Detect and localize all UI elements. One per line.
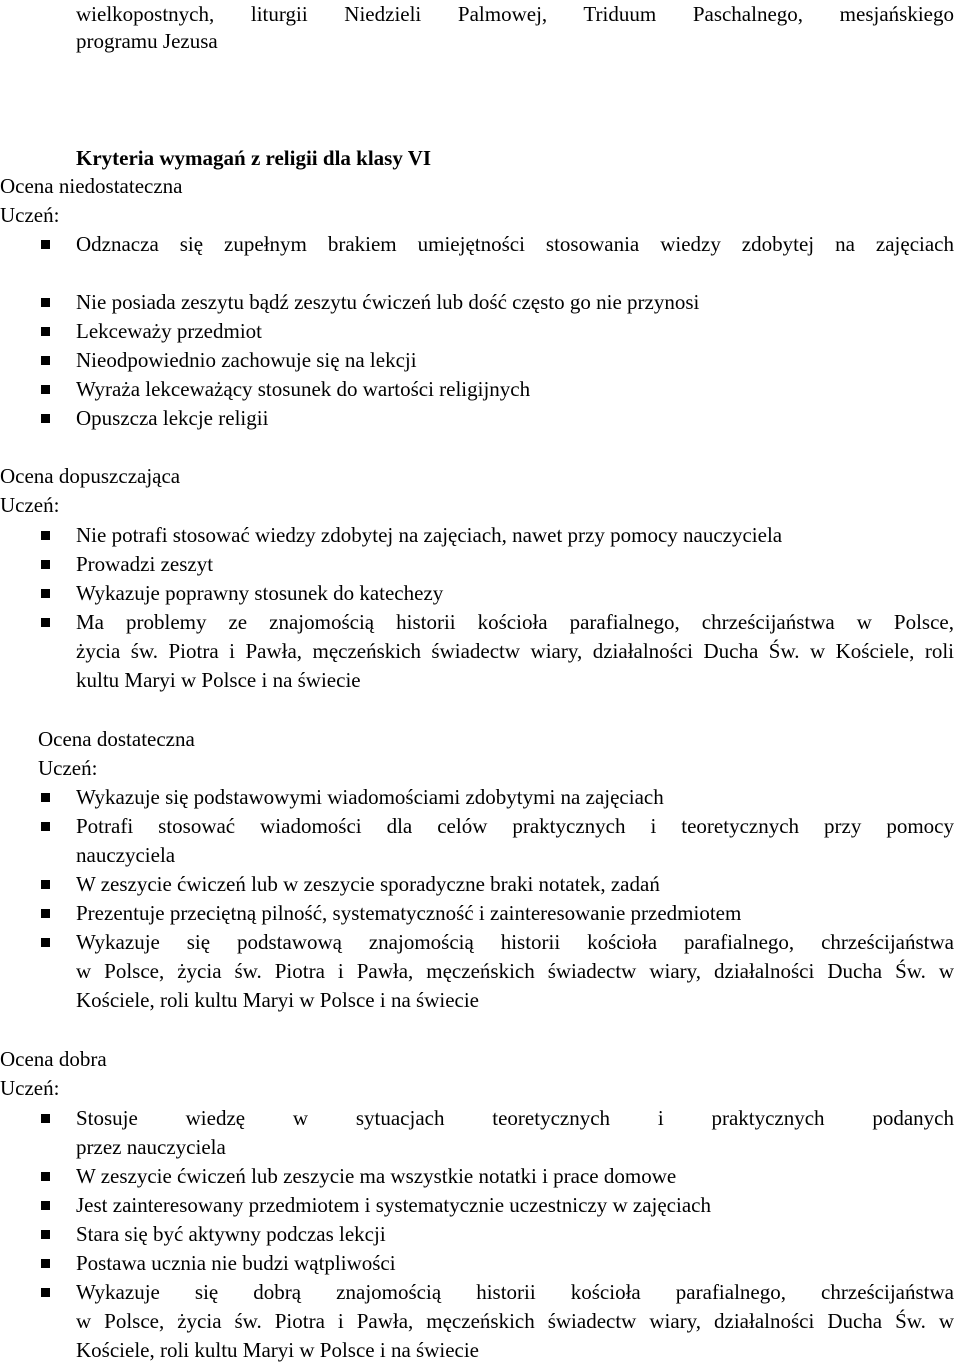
student-lead: Uczeń: bbox=[0, 1076, 60, 1100]
grade-heading: Ocena dopuszczająca bbox=[0, 464, 181, 488]
grade-heading: Ocena niedostateczna bbox=[0, 174, 183, 198]
intro-line: wielkopostnych, liturgii Niedzieli Palmowej, Triduum Paschalnego, mesjańskiego bbox=[76, 2, 954, 26]
criteria-item: Ma problemy ze znajomością historii kościoła parafialnego, chrześcijaństwa w Polsce, bbox=[76, 610, 954, 634]
bullet-icon bbox=[41, 298, 50, 307]
criteria-item-cont: Kościele, roli kultu Maryi w Polsce i na świecie bbox=[76, 1338, 479, 1362]
criteria-item: Prowadzi zeszyt bbox=[76, 552, 214, 576]
criteria-item: Wykazuje się podstawową znajomością historii kościoła parafialnego, chrześcijaństwa bbox=[76, 930, 954, 954]
bullet-icon bbox=[41, 240, 50, 249]
bullet-icon bbox=[41, 909, 50, 918]
criteria-item: Nie posiada zeszytu bądź zeszytu ćwiczeń lub dość często go nie przynosi bbox=[76, 290, 700, 314]
bullet-icon bbox=[41, 1230, 50, 1239]
criteria-item: Postawa ucznia nie budzi wątpliwości bbox=[76, 1251, 396, 1275]
criteria-item: Wykazuje poprawny stosunek do katechezy bbox=[76, 581, 444, 605]
bullet-icon bbox=[41, 531, 50, 540]
criteria-item-cont: w Polsce, życia św. Piotra i Pawła, męczeńskich świadectw wiary, działalności Ducha Św. w bbox=[76, 1309, 954, 1333]
criteria-item: Jest zainteresowany przedmiotem i systematycznie uczestniczy w zajęciach bbox=[76, 1193, 711, 1217]
bullet-icon bbox=[41, 414, 50, 423]
page-title: Kryteria wymagań z religii dla klasy VI bbox=[76, 146, 432, 170]
criteria-item: Lekceważy przedmiot bbox=[76, 319, 262, 343]
criteria-item: Stosuje wiedzę w sytuacjach teoretycznych i praktycznych podanych bbox=[76, 1106, 954, 1130]
grade-heading: Ocena dobra bbox=[0, 1047, 107, 1071]
criteria-item-cont: nauczyciela bbox=[76, 843, 176, 867]
criteria-item: Stara się być aktywny podczas lekcji bbox=[76, 1222, 386, 1246]
student-lead: Uczeń: bbox=[0, 493, 60, 517]
bullet-icon bbox=[41, 589, 50, 598]
criteria-item: W zeszycie ćwiczeń lub zeszycie ma wszystkie notatki i prace domowe bbox=[76, 1164, 677, 1188]
bullet-icon bbox=[41, 356, 50, 365]
bullet-icon bbox=[41, 1259, 50, 1268]
criteria-item-cont: Kościele, roli kultu Maryi w Polsce i na świecie bbox=[76, 988, 479, 1012]
bullet-icon bbox=[41, 618, 50, 627]
bullet-icon bbox=[41, 880, 50, 889]
bullet-icon bbox=[41, 822, 50, 831]
criteria-item: Odznacza się zupełnym brakiem umiejętności stosowania wiedzy zdobytej na zajęciach bbox=[76, 232, 954, 256]
criteria-item: Prezentuje przeciętną pilność, systematyczność i zainteresowanie przedmiotem bbox=[76, 901, 742, 925]
bullet-icon bbox=[41, 793, 50, 802]
criteria-item: Wyraża lekceważący stosunek do wartości religijnych bbox=[76, 377, 531, 401]
bullet-icon bbox=[41, 1288, 50, 1297]
bullet-icon bbox=[41, 327, 50, 336]
criteria-item-cont: kultu Maryi w Polsce i na świecie bbox=[76, 668, 361, 692]
criteria-item: Wykazuje się podstawowymi wiadomościami zdobytymi na zajęciach bbox=[76, 785, 664, 809]
criteria-item: Opuszcza lekcje religii bbox=[76, 406, 269, 430]
criteria-item: Wykazuje się dobrą znajomością historii kościoła parafialnego, chrześcijaństwa bbox=[76, 1280, 954, 1304]
bullet-icon bbox=[41, 560, 50, 569]
criteria-item-cont: w Polsce, życia św. Piotra i Pawła, męczeńskich świadectw wiary, działalności Ducha Św. w bbox=[76, 959, 954, 983]
intro-line: programu Jezusa bbox=[76, 29, 218, 53]
criteria-item: Potrafi stosować wiadomości dla celów praktycznych i teoretycznych przy pomocy bbox=[76, 814, 954, 838]
student-lead: Uczeń: bbox=[0, 203, 60, 227]
bullet-icon bbox=[41, 938, 50, 947]
bullet-icon bbox=[41, 385, 50, 394]
criteria-item: Nie potrafi stosować wiedzy zdobytej na zajęciach, nawet przy pomocy nauczyciela bbox=[76, 523, 783, 547]
criteria-item-cont: życia św. Piotra i Pawła, męczeńskich świadectw wiary, działalności Ducha Św. w Kościele, roli bbox=[76, 639, 954, 663]
bullet-icon bbox=[41, 1114, 50, 1123]
criteria-item: Nieodpowiednio zachowuje się na lekcji bbox=[76, 348, 417, 372]
bullet-icon bbox=[41, 1201, 50, 1210]
grade-heading: Ocena dostateczna bbox=[38, 727, 195, 751]
criteria-item: W zeszycie ćwiczeń lub w zeszycie sporadyczne braki notatek, zadań bbox=[76, 872, 660, 896]
bullet-icon bbox=[41, 1172, 50, 1181]
student-lead: Uczeń: bbox=[38, 756, 98, 780]
criteria-item-cont: przez nauczyciela bbox=[76, 1135, 226, 1159]
